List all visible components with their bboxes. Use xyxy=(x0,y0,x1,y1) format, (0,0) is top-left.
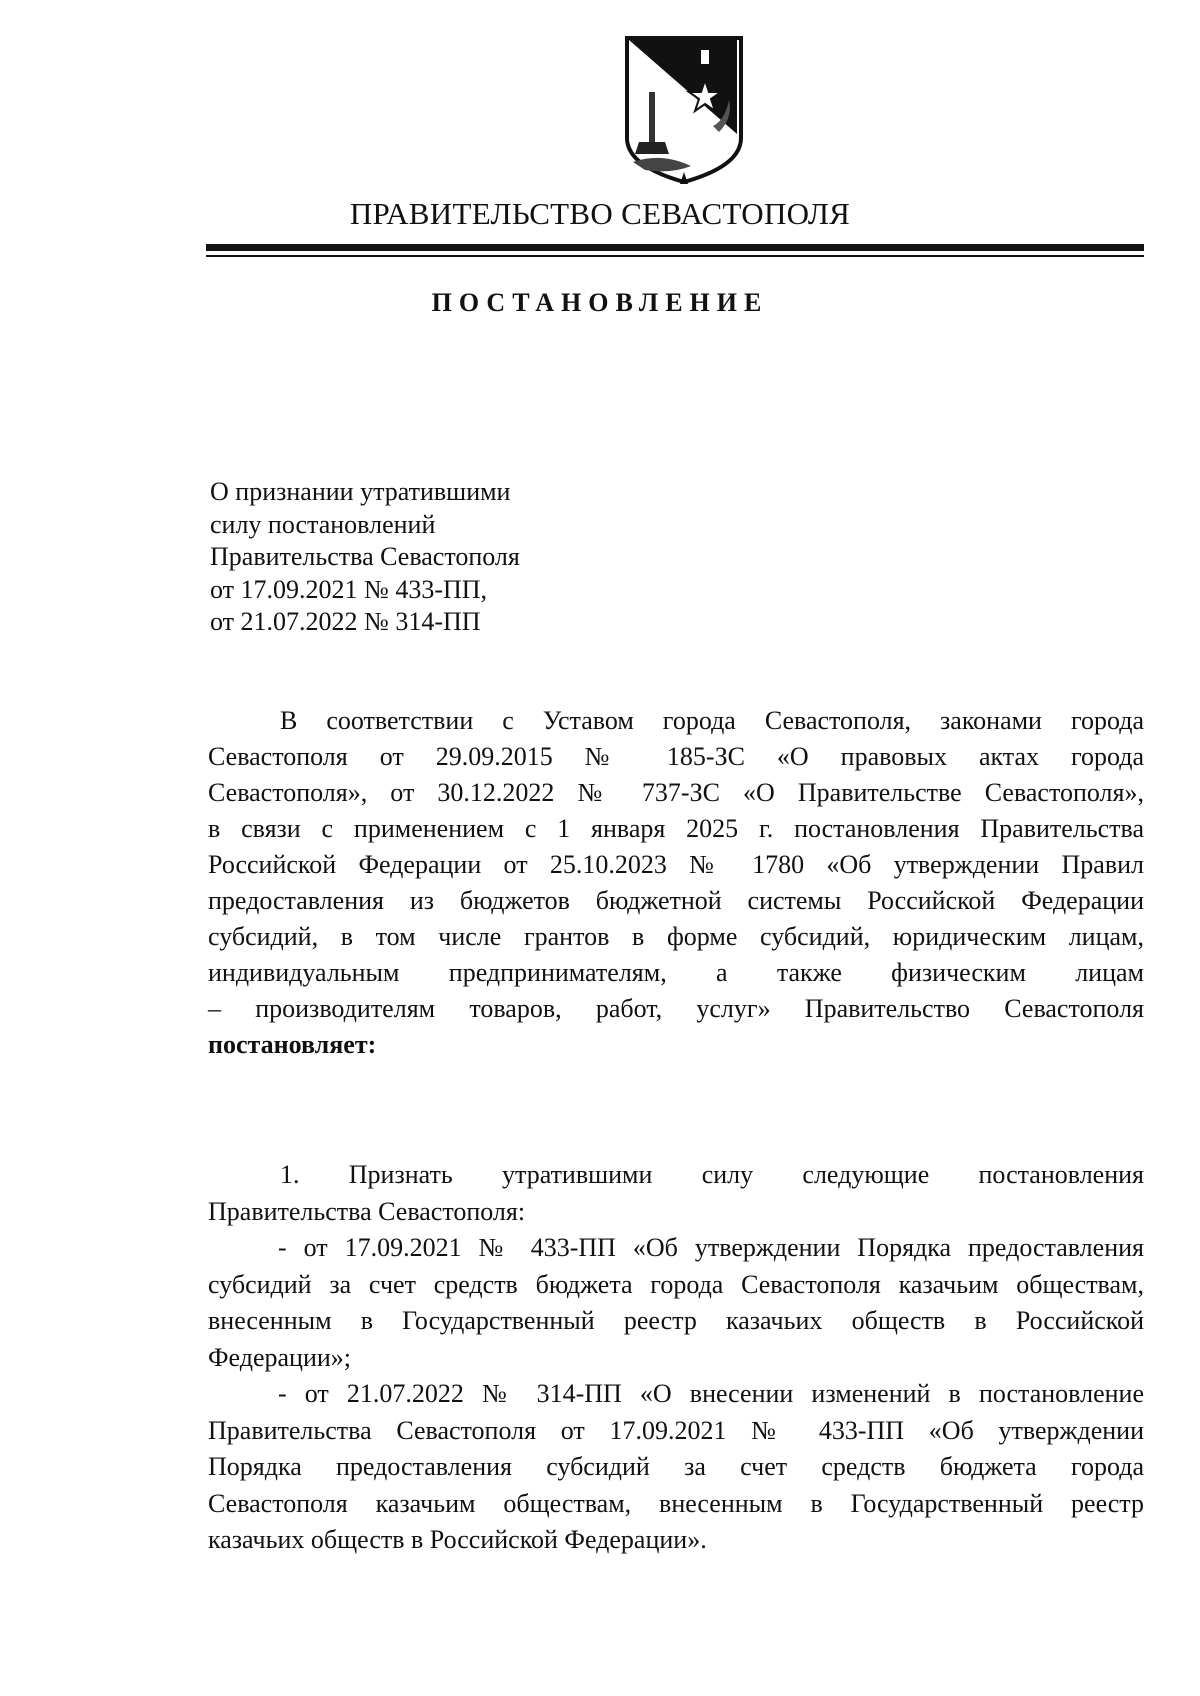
document-type: ПОСТАНОВЛЕНИЕ xyxy=(431,288,769,317)
item-line: Порядка предоставления субсидий за счет средств бюджета города xyxy=(208,1452,1144,1481)
preamble-line: в связи с применением с 1 января 2025 г. постановления Правительства xyxy=(208,814,1144,843)
government-title: ПРАВИТЕЛЬСТВО СЕВАСТОПОЛЯ xyxy=(349,196,851,231)
item-line: Правительства Севастополя: xyxy=(208,1196,526,1226)
subject-line: от 17.09.2021 № 433-ПП, xyxy=(210,574,488,604)
preamble-line: индивидуальным предпринимателям, а также физическим лицам xyxy=(208,958,1144,987)
item-1-paragraph xyxy=(208,1157,1144,1559)
preamble-line: – производителям товаров, работ, услуг» Правительство Севастополя xyxy=(208,994,1144,1023)
item-line: Федерации»; xyxy=(208,1342,352,1372)
header-divider-thin xyxy=(206,255,1144,257)
subject-line: О признании утратившими xyxy=(210,477,511,506)
subject-line: Правительства Севастополя xyxy=(210,542,520,571)
subject-line: от 21.07.2022 № 314-ПП xyxy=(210,607,481,636)
item-line: казачьих обществ в Российской Федерации». xyxy=(208,1525,707,1554)
header-divider-thick xyxy=(206,244,1144,251)
item-line: 1. Признать утратившими силу следующие постановления xyxy=(280,1160,1144,1189)
preamble-line: Севастополя», от 30.12.2022 № 737-ЗС «О Правительстве Севастополя», xyxy=(208,778,1144,807)
resolves-text: постановляет: xyxy=(208,1030,377,1059)
item-line: внесенным в Государственный реестр казачьих обществ в Российской xyxy=(208,1306,1144,1335)
preamble-paragraph xyxy=(208,703,1144,1063)
item-line: субсидий за счет средств бюджета города Севастополя казачьим обществам, xyxy=(208,1269,1144,1299)
preamble-line: Российской Федерации от 25.10.2023 № 1780 «Об утверждении Правил xyxy=(208,850,1144,879)
item-line: - от 21.07.2022 № 314-ПП «О внесении изменений в постановление xyxy=(278,1379,1144,1408)
preamble-line: предоставления из бюджетов бюджетной системы Российской Федерации xyxy=(208,886,1144,915)
preamble-line: В соответствии с Уставом города Севастополя, законами города xyxy=(280,706,1144,735)
preamble-line: Севастополя от 29.09.2015 № 185-ЗС «О правовых актах города xyxy=(208,742,1144,771)
sevastopol-coat-of-arms-icon xyxy=(621,34,747,186)
subject-line: силу постановлений xyxy=(210,509,436,539)
item-line: - от 17.09.2021 № 433-ПП «Об утверждении Порядка предоставления xyxy=(278,1233,1144,1262)
document-subject xyxy=(210,476,520,639)
preamble-line: субсидий, в том числе грантов в форме субсидий, юридическим лицам, xyxy=(208,922,1144,951)
item-line: Севастополя казачьим обществам, внесенным в Государственный реестр xyxy=(208,1488,1144,1518)
item-line: Правительства Севастополя от 17.09.2021 № 433-ПП «Об утверждении xyxy=(208,1415,1144,1445)
resolves-word xyxy=(208,1027,1144,1063)
